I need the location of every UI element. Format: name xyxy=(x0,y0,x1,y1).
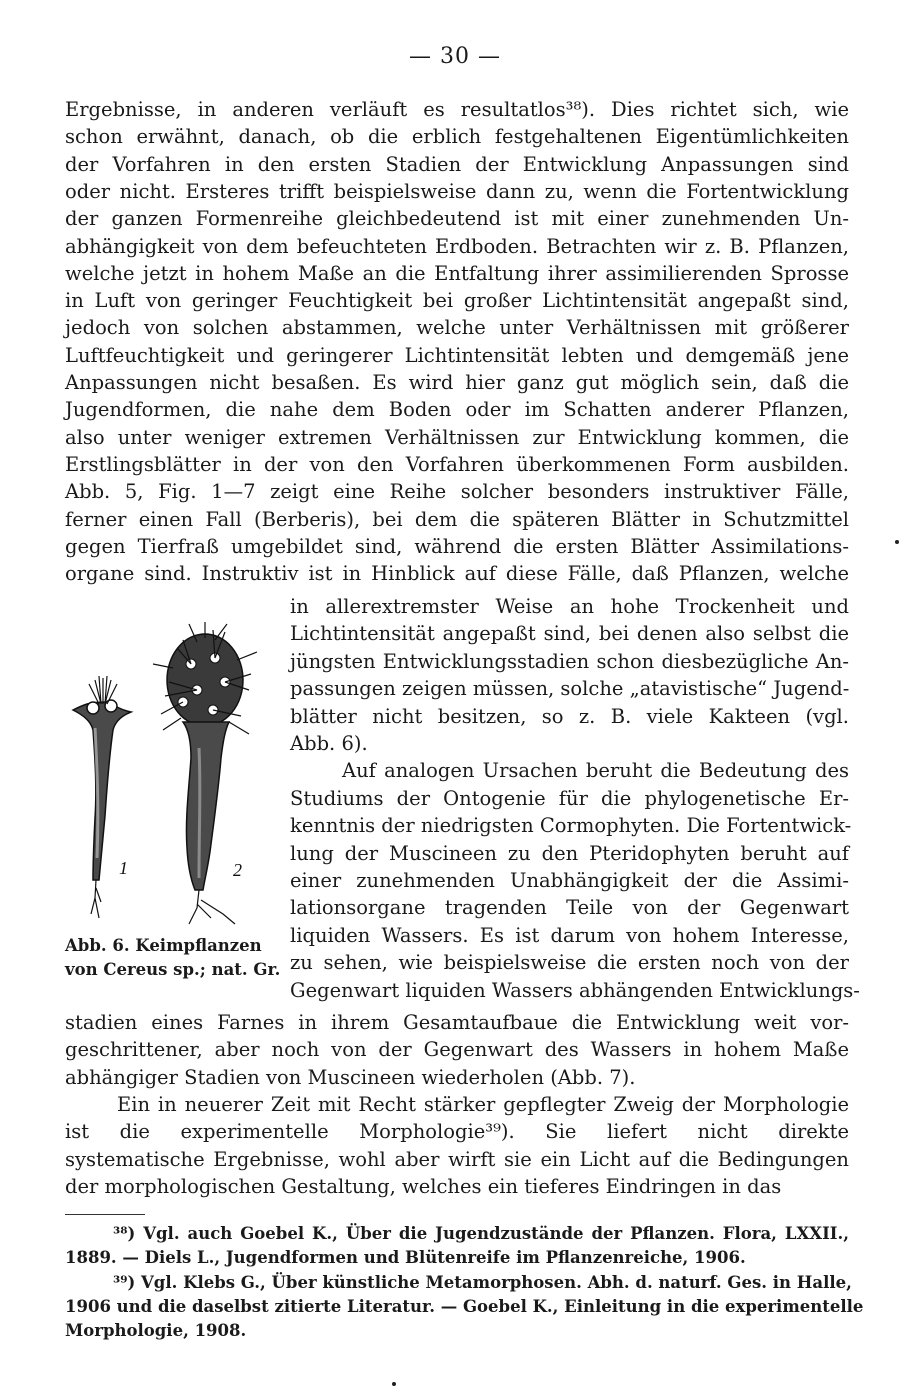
text-line: Erstlingsblätter in der von den Vorfahren überkommenen Form ausbilden. xyxy=(65,452,849,476)
footnote-line: ³⁸) Vgl. auch Goebel K., Über die Jugendzustände der Pflanzen. Flora, LXXII., xyxy=(113,1224,849,1243)
text-line: ferner einen Fall (Berberis), bei dem die späteren Blätter in Schutzmittel xyxy=(65,507,849,531)
footnote-rule xyxy=(65,1214,145,1215)
text-line: der morphologischen Gestaltung, welches ein tieferes Eindringen in das xyxy=(65,1174,782,1198)
text-line: schon erwähnt, danach, ob die erblich festgehaltenen Eigentümlichkeiten xyxy=(65,125,849,149)
footnote-line: Morphologie, 1908. xyxy=(65,1321,247,1340)
text-line: in Luft von geringer Feuchtigkeit bei großer Lichtintensität angepaßt sind, xyxy=(65,289,849,313)
text-line: Ein in neuerer Zeit mit Recht stärker gepflegter Zweig der Morphologie xyxy=(117,1092,849,1116)
text-line: oder nicht. Ersteres trifft beispielsweise dann zu, wenn die Fortentwicklung xyxy=(65,179,849,203)
text-line: geschrittener, aber noch von der Gegenwart des Wassers in hohem Maße xyxy=(65,1038,849,1062)
figure-cactus-seedlings xyxy=(65,618,285,930)
seedling-1 xyxy=(73,676,131,918)
text-line: also unter weniger extremen Verhältnissen zur Entwicklung kommen, die xyxy=(65,425,849,449)
footnote-line: ³⁹) Vgl. Klebs G., Über künstliche Metamorphosen. Abh. d. naturf. Ges. in Halle, xyxy=(113,1273,852,1292)
figure-caption-line-2: von Cereus sp.; nat. Gr. xyxy=(65,960,281,979)
text-line: kenntnis der niedrigsten Cormophyten. Die Fortentwick- xyxy=(290,814,852,838)
figure-label-2: 2 xyxy=(233,860,242,880)
figure-caption-line-1: Abb. 6. Keimpflanzen xyxy=(65,936,262,955)
text-line: jüngsten Entwicklungsstadien schon diesbezügliche An- xyxy=(290,649,849,673)
text-line: Auf analogen Ursachen beruht die Bedeutung des xyxy=(342,759,849,783)
cactus-seedlings-illustration xyxy=(65,618,285,930)
text-line: in allerextremster Weise an hohe Trockenheit und xyxy=(290,595,849,618)
text-line: welche jetzt in hohem Maße an die Entfaltung ihrer assimilierenden Sprosse xyxy=(65,261,849,285)
text-line: Abb. 6). xyxy=(290,732,368,755)
text-line: lationsorgane tragenden Teile von der Gegenwart xyxy=(290,896,849,920)
text-line: Anpassungen nicht besaßen. Es wird hier ganz gut möglich sein, daß die xyxy=(65,371,849,394)
footnote-line: 1889. — Diels L., Jugendformen und Blütenreife im Pflanzenreiche, 1906. xyxy=(65,1248,746,1267)
text-line: der ganzen Formenreihe gleichbedeutend ist mit einer zunehmenden Un- xyxy=(65,207,849,231)
text-line: systematische Ergebnisse, wohl aber wirft sie ein Licht auf die Bedingungen xyxy=(65,1147,849,1171)
text-line: gegen Tierfraß umgebildet sind, während die ersten Blätter Assimilations- xyxy=(65,534,849,558)
text-line: Studiums der Ontogenie für die phylogenetische Er- xyxy=(290,786,849,810)
text-line: stadien eines Farnes in ihrem Gesamtaufbaue die Entwicklung weit vor- xyxy=(65,1011,849,1034)
text-line: abhängigkeit von dem befeuchteten Erdboden. Betrachten wir z. B. Pflanzen, xyxy=(65,234,849,258)
text-line: Abb. 5, Fig. 1—7 zeigt eine Reihe solcher besonders instruktiver Fälle, xyxy=(65,480,849,504)
text-line: liquiden Wassers. Es ist darum von hohem Interesse, xyxy=(290,923,849,947)
text-line: lung der Muscineen zu den Pteridophyten beruht auf xyxy=(290,841,849,865)
page-speck xyxy=(392,1382,396,1386)
text-line: der Vorfahren in den ersten Stadien der Entwicklung Anpassungen sind xyxy=(65,152,849,176)
footnote-line: 1906 und die daselbst zitierte Literatur. — Goebel K., Einleitung in die experimentelle xyxy=(65,1297,864,1316)
text-line: jedoch von solchen abstammen, welche unter Verhältnissen mit größerer xyxy=(65,316,849,340)
figure-label-1: 1 xyxy=(119,858,128,878)
text-line: zu sehen, wie beispielsweise die ersten noch von der xyxy=(290,951,849,975)
text-line: ist die experimentelle Morphologie³⁹). Sie liefert nicht direkte xyxy=(65,1120,849,1144)
text-line: Gegenwart liquiden Wassers abhängenden Entwicklungs- xyxy=(290,978,860,1002)
text-line: organe sind. Instruktiv ist in Hinblick auf diese Fälle, daß Pflanzen, welche xyxy=(65,562,849,586)
page-speck xyxy=(895,540,899,544)
text-line: Jugendformen, die nahe dem Boden oder im Schatten anderer Pflanzen, xyxy=(65,398,849,422)
page-number: — 30 — xyxy=(409,44,501,69)
text-line: Lichtintensität angepaßt sind, bei denen also selbst die xyxy=(290,622,849,646)
text-line: Luftfeuchtigkeit und geringerer Lichtintensität lebten und demgemäß jene xyxy=(65,343,849,367)
text-line: passungen zeigen müssen, solche „atavistische“ Jugend- xyxy=(290,677,850,701)
text-line: Ergebnisse, in anderen verläuft es resultatlos³⁸). Dies richtet sich, wie xyxy=(65,98,849,121)
text-line: blätter nicht besitzen, so z. B. viele Kakteen (vgl. xyxy=(290,704,849,728)
text-line: abhängiger Stadien von Muscineen wiederholen (Abb. 7). xyxy=(65,1065,636,1089)
text-line: einer zunehmenden Unabhängigkeit der die Assimi- xyxy=(290,869,849,892)
